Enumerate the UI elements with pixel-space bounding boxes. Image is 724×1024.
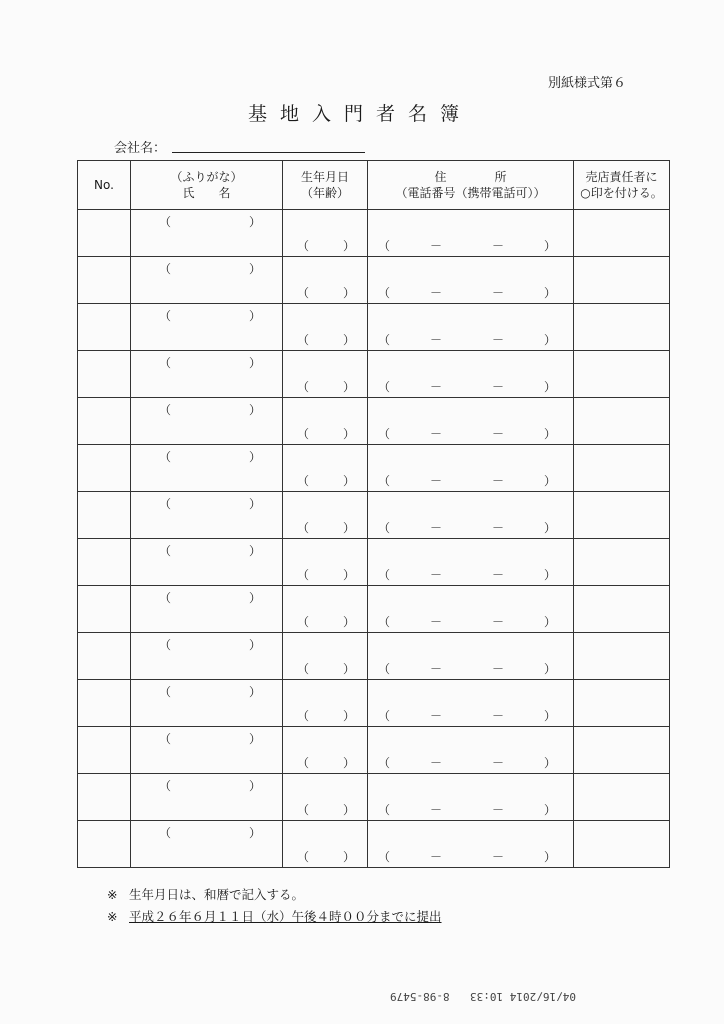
cell-no[interactable] [78,492,131,539]
cell-birth[interactable] [283,727,368,774]
phone-brackets: （ － － ） [378,615,557,629]
cell-address[interactable] [368,398,574,445]
cell-name[interactable] [131,633,283,680]
form-number: 別紙様式第６ [548,76,627,91]
kana-brackets: （ ） [159,779,262,793]
cell-store-mark[interactable] [574,727,670,774]
table-row [78,210,670,257]
kana-brackets: （ ） [159,732,262,746]
table-row [78,821,670,868]
cell-store-mark[interactable] [574,539,670,586]
note-mark: ※ [107,887,118,902]
kana-brackets: （ ） [159,403,262,417]
cell-no[interactable] [78,351,131,398]
cell-address[interactable] [368,680,574,727]
age-brackets: （ ） [297,662,356,676]
cell-address[interactable] [368,492,574,539]
kana-brackets: （ ） [159,638,262,652]
kana-brackets: （ ） [159,591,262,605]
cell-name[interactable] [131,445,283,492]
company-name-label: 会社名： [114,141,167,156]
cell-store-mark[interactable] [574,680,670,727]
note-mark: ※ [107,909,118,924]
phone-brackets: （ － － ） [378,568,557,582]
cell-no[interactable] [78,210,131,257]
kana-brackets: （ ） [159,356,262,370]
roster-body [78,210,670,868]
table-row [78,398,670,445]
note-2 [107,906,442,928]
cell-name[interactable] [131,539,283,586]
phone-brackets: （ － － ） [378,427,557,441]
age-brackets: （ ） [297,709,356,723]
cell-name[interactable] [131,821,283,868]
phone-brackets: （ － － ） [378,709,557,723]
cell-birth[interactable] [283,492,368,539]
table-row [78,304,670,351]
age-brackets: （ ） [297,286,356,300]
note-2-text: 平成２６年６月１１日（水）午後４時００分までに提出 [129,909,442,924]
cell-address[interactable] [368,774,574,821]
table-row [78,257,670,304]
cell-store-mark[interactable] [574,586,670,633]
kana-brackets: （ ） [159,497,262,511]
cell-address[interactable] [368,257,574,304]
header-name-label: 氏 名 [182,186,231,200]
cell-no[interactable] [78,680,131,727]
cell-address[interactable] [368,351,574,398]
age-brackets: （ ） [297,850,356,864]
cell-name[interactable] [131,586,283,633]
cell-store-mark[interactable] [574,492,670,539]
fax-number: 8-98-5479 [390,990,450,1003]
age-brackets: （ ） [297,615,356,629]
cell-no[interactable] [78,257,131,304]
cell-birth[interactable] [283,539,368,586]
cell-address[interactable] [368,633,574,680]
cell-store-mark[interactable] [574,398,670,445]
note-1-text: 生年月日は、和暦で記入する。 [129,887,305,902]
note-1 [107,884,442,906]
header-no: No. [78,161,131,210]
cell-birth[interactable] [283,398,368,445]
cell-name[interactable] [131,304,283,351]
cell-name[interactable] [131,210,283,257]
phone-brackets: （ － － ） [378,521,557,535]
cell-name[interactable] [131,398,283,445]
cell-name[interactable] [131,257,283,304]
phone-brackets: （ － － ） [378,286,557,300]
cell-store-mark[interactable] [574,304,670,351]
cell-no[interactable] [78,445,131,492]
kana-brackets: （ ） [159,215,262,229]
header-name-kana: （ふりがな） [170,170,243,184]
cell-no[interactable] [78,304,131,351]
cell-birth[interactable] [283,821,368,868]
header-name [131,161,283,210]
kana-brackets: （ ） [159,685,262,699]
age-brackets: （ ） [297,568,356,582]
cell-birth[interactable] [283,304,368,351]
phone-brackets: （ － － ） [378,850,557,864]
cell-store-mark[interactable] [574,821,670,868]
header-address [368,161,574,210]
cell-birth[interactable] [283,351,368,398]
phone-brackets: （ － － ） [378,662,557,676]
cell-name[interactable] [131,774,283,821]
cell-name[interactable] [131,727,283,774]
table-row [78,351,670,398]
cell-no[interactable] [78,586,131,633]
kana-brackets: （ ） [159,262,262,276]
age-brackets: （ ） [297,380,356,394]
age-brackets: （ ） [297,756,356,770]
cell-address[interactable] [368,539,574,586]
cell-address[interactable] [368,727,574,774]
header-row [78,161,670,210]
kana-brackets: （ ） [159,826,262,840]
table-row [78,492,670,539]
phone-brackets: （ － － ） [378,474,557,488]
cell-no[interactable] [78,398,131,445]
cell-store-mark[interactable] [574,257,670,304]
phone-brackets: （ － － ） [378,756,557,770]
table-row [78,774,670,821]
phone-brackets: （ － － ） [378,803,557,817]
table-row [78,680,670,727]
cell-store-mark[interactable] [574,445,670,492]
age-brackets: （ ） [297,521,356,535]
header-birth [283,161,368,210]
fax-datetime: 04/16/2014 10:33 [470,990,576,1003]
cell-no[interactable] [78,774,131,821]
kana-brackets: （ ） [159,450,262,464]
cell-no[interactable] [78,633,131,680]
kana-brackets: （ ） [159,544,262,558]
header-age-label: （年齢） [300,186,349,200]
cell-birth[interactable] [283,680,368,727]
cell-birth[interactable] [283,210,368,257]
company-name-field[interactable] [172,152,365,153]
cell-birth[interactable] [283,774,368,821]
cell-no[interactable] [78,821,131,868]
header-store [574,161,670,210]
cell-name[interactable] [131,492,283,539]
header-store-line2: ○印を付ける。 [580,186,663,200]
cell-address[interactable] [368,821,574,868]
roster-table [77,160,670,868]
cell-store-mark[interactable] [574,210,670,257]
cell-address[interactable] [368,210,574,257]
cell-address[interactable] [368,304,574,351]
cell-birth[interactable] [283,586,368,633]
cell-store-mark[interactable] [574,774,670,821]
table-row [78,539,670,586]
cell-store-mark[interactable] [574,351,670,398]
cell-name[interactable] [131,680,283,727]
cell-birth[interactable] [283,633,368,680]
cell-store-mark[interactable] [574,633,670,680]
age-brackets: （ ） [297,427,356,441]
cell-name[interactable] [131,351,283,398]
age-brackets: （ ） [297,333,356,347]
table-row [78,727,670,774]
phone-brackets: （ － － ） [378,333,557,347]
cell-address[interactable] [368,586,574,633]
kana-brackets: （ ） [159,309,262,323]
header-phone-label: （電話番号（携帯電話可）） [395,186,546,200]
table-row [78,445,670,492]
header-store-line1: 売店責任者に [585,170,658,184]
age-brackets: （ ） [297,803,356,817]
cell-no[interactable] [78,727,131,774]
document-title: 基地入門者名簿 [248,103,473,125]
notes [107,884,442,928]
header-birth-label: 生年月日 [300,170,349,184]
table-row [78,586,670,633]
phone-brackets: （ － － ） [378,380,557,394]
cell-no[interactable] [78,539,131,586]
cell-birth[interactable] [283,445,368,492]
cell-birth[interactable] [283,257,368,304]
age-brackets: （ ） [297,474,356,488]
cell-address[interactable] [368,445,574,492]
phone-brackets: （ － － ） [378,239,557,253]
age-brackets: （ ） [297,239,356,253]
header-address-label: 住 所 [434,170,507,184]
table-row [78,633,670,680]
